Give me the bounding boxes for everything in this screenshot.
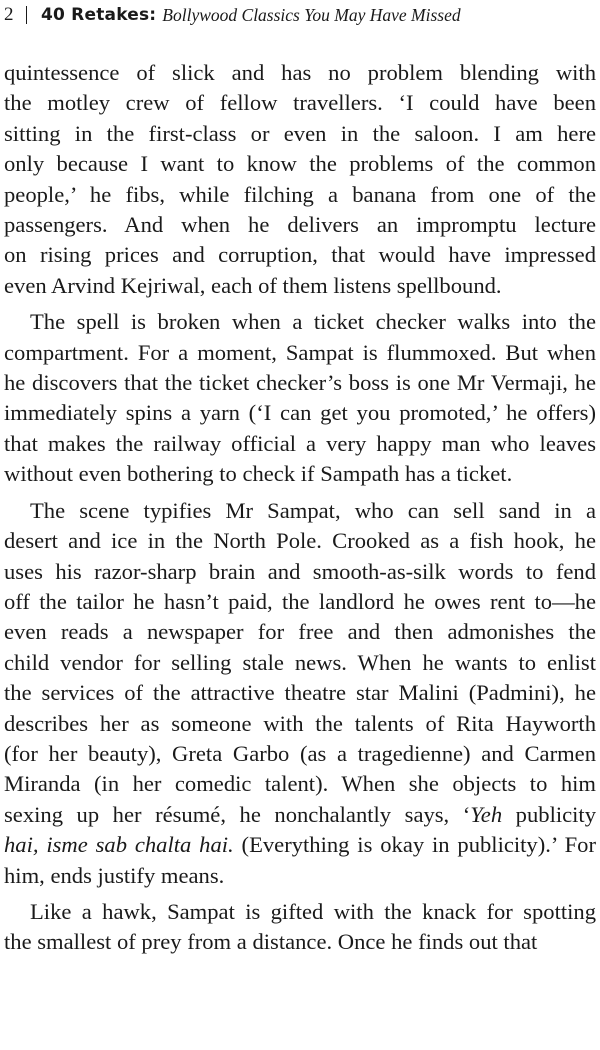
text-line: off the tailor he hasn’t paid, the landlord he owes rent to—he xyxy=(4,588,596,614)
paragraph xyxy=(4,897,596,958)
text-line: Like a hawk, Sampat is gifted with the knack for spotting xyxy=(30,898,596,924)
text-line: hai, isme sab chalta hai. (Everything is okay in publicity).’ For xyxy=(4,832,596,858)
header-divider xyxy=(26,6,28,24)
text-line: the motley crew of fellow travellers. ‘I could have been xyxy=(4,90,596,116)
text-line: child vendor for selling stale news. When he wants to enlist xyxy=(4,649,596,675)
body-text xyxy=(4,58,596,958)
book-title: 40 Retakes: xyxy=(41,5,157,25)
text-line: only because I want to know the problems of the common xyxy=(4,151,596,177)
text-line: compartment. For a moment, Sampat is flummoxed. But when xyxy=(4,339,596,365)
text-line: immediately spins a yarn (‘I can get you promoted,’ he offers) xyxy=(4,400,596,426)
running-header xyxy=(4,0,596,30)
text-line: (for her beauty), Greta Garbo (as a tragedienne) and Carmen xyxy=(4,740,596,766)
text-line: The spell is broken when a ticket checker walks into the xyxy=(30,309,596,335)
text-line: the services of the attractive theatre star Malini (Padmini), he xyxy=(4,680,596,706)
text-line: him, ends justify means. xyxy=(4,862,225,888)
page-number: 2 xyxy=(4,4,14,25)
text-line: Miranda (in her comedic talent). When she objects to him xyxy=(4,771,596,797)
text-line: even Arvind Kejriwal, each of them listens spellbound. xyxy=(4,272,502,298)
paragraph xyxy=(4,58,596,301)
text-line: without even bothering to check if Sampath has a ticket. xyxy=(4,461,513,487)
text-line: he discovers that the ticket checker’s boss is one Mr Vermaji, he xyxy=(4,370,596,396)
text-line: sexing up her résumé, he nonchalantly says, ‘Yeh publicity xyxy=(4,801,596,827)
text-line: the smallest of prey from a distance. Once he finds out that xyxy=(4,929,538,955)
text-line: sitting in the first-class or even in the saloon. I am here xyxy=(4,120,596,146)
text-line: that makes the railway official a very happy man who leaves xyxy=(4,430,596,456)
book-subtitle: Bollywood Classics You May Have Missed xyxy=(162,4,461,25)
text-line: quintessence of slick and has no problem blending with xyxy=(4,60,596,85)
text-line: uses his razor-sharp brain and smooth-as-silk words to fend xyxy=(4,558,596,584)
text-line: on rising prices and corruption, that would have impressed xyxy=(4,242,596,268)
text-line: desert and ice in the North Pole. Crooked as a fish hook, he xyxy=(4,528,596,554)
text-line: describes her as someone with the talents of Rita Hayworth xyxy=(4,710,596,736)
text-line: people,’ he fibs, while filching a banana from one of the xyxy=(4,181,596,207)
paragraph xyxy=(4,307,596,489)
text-line: even reads a newspaper for free and then admonishes the xyxy=(4,619,596,645)
text-line: The scene typifies Mr Sampat, who can sell sand in a xyxy=(30,497,596,523)
paragraph xyxy=(4,496,596,891)
text-line: passengers. And when he delivers an impromptu lecture xyxy=(4,212,596,238)
